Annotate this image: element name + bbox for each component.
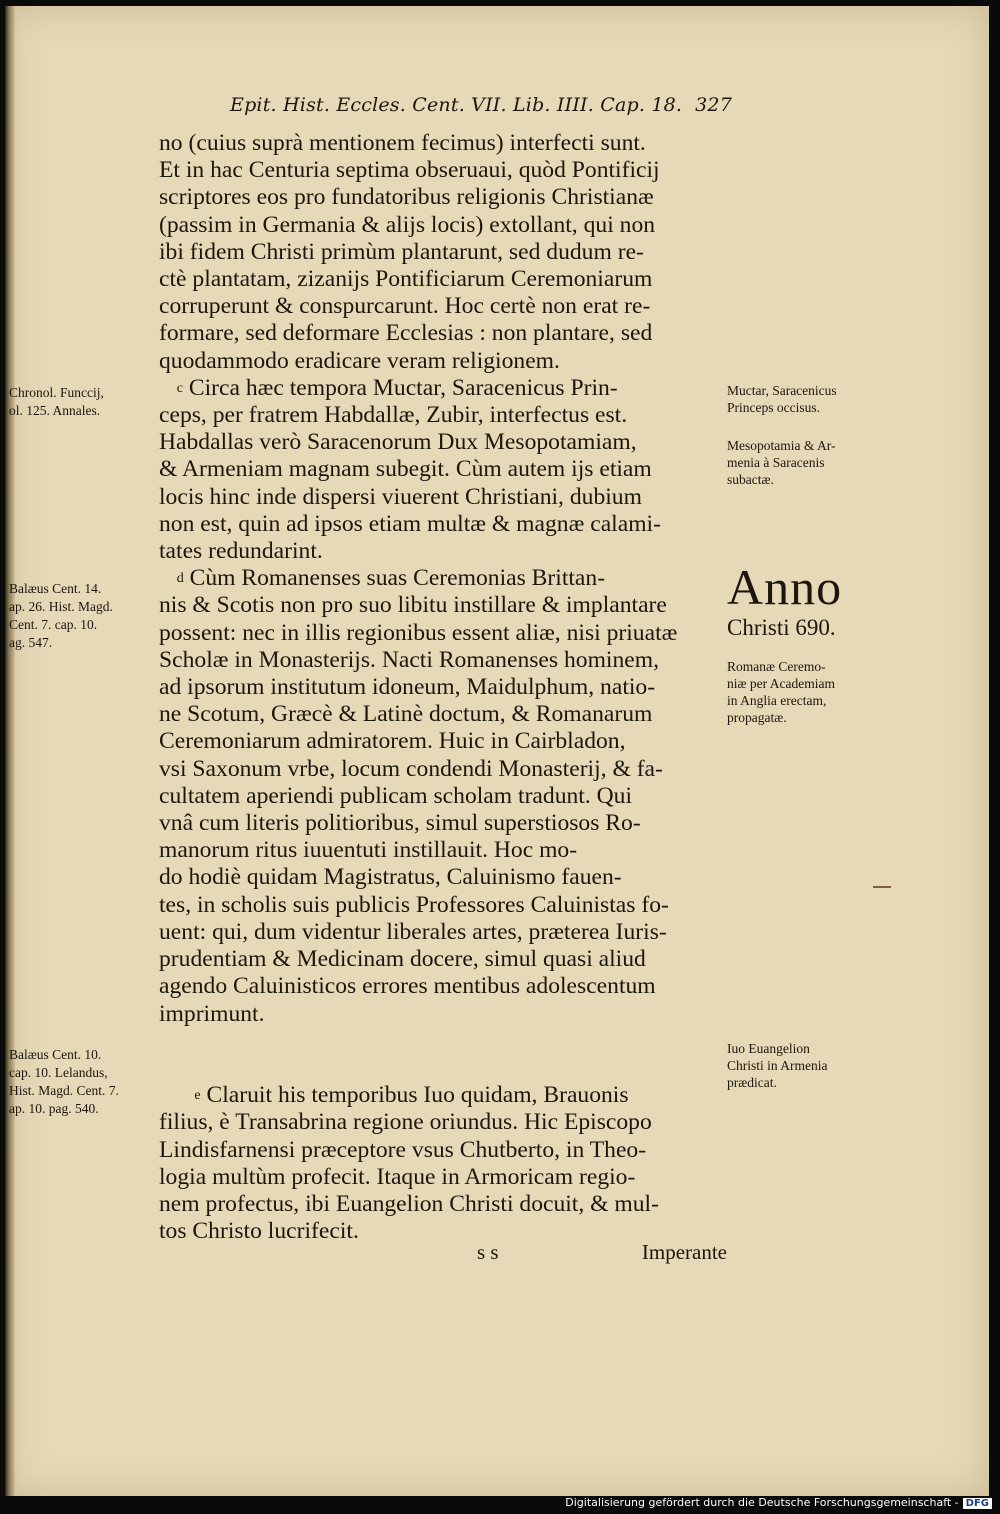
right-sidenote-2: Mesopotamia & Ar- menia à Saracenis subactæ. <box>727 438 836 487</box>
text-line: imprimunt. <box>159 1000 265 1027</box>
right-sidenote-1: Muctar, Saracenicus Princeps occisus. <box>727 383 837 415</box>
left-sidenote-3: Balæus Cent. 10. cap. 10. Lelandus, Hist. Magd. Cent. 7. ap. 10. pag. 540. <box>9 1047 119 1116</box>
right-sidenote-3: Romanæ Ceremo- niæ per Academiam in Anglia erectam, propagatæ. <box>727 659 835 725</box>
left-sidenote-1: Chronol. Funccij, ol. 125. Annales. <box>9 385 104 418</box>
anno-year: Christi 690. <box>727 615 836 640</box>
text-line: nis & Scotis non pro suo libitu instillare & implantare <box>159 592 667 619</box>
text-line: non est, quin ad ipsos etiam multæ & magnæ calami- <box>159 510 661 537</box>
text-line: vnâ cum literis politioribus, simul superstiosos Ro- <box>159 810 641 837</box>
digitization-credit: Digitalisierung gefördert durch die Deutsche Forschungsgemeinschaft - DFG <box>565 1496 992 1509</box>
text-line: Scholæ in Monasterijs. Nacti Romanenses hominem, <box>159 646 659 673</box>
running-title: Epit. Hist. Eccles. Cent. VII. Lib. IIII. Cap. 18. <box>230 94 683 116</box>
text-line: do hodiè quidam Magistratus, Caluinismo fauen- <box>159 864 622 891</box>
text-line: Et in hac Centuria septima obseruaui, quòd Pontificij <box>159 157 660 184</box>
right-sidenote-4: Iuo Euangelion Christi in Armenia prædicat. <box>727 1041 828 1090</box>
note-marker: c <box>176 380 183 396</box>
text-line: Ceremoniarum admiratorem. Huic in Cairbladon, <box>159 728 626 755</box>
catchword: Imperante <box>641 1240 727 1264</box>
note-marker: d <box>176 571 184 587</box>
text-line: ctè plantatam, zizanijs Pontificiarum Ceremoniarum <box>159 266 653 293</box>
text-line: uent: qui, dum videntur liberales artes, præterea Iuris- <box>159 918 667 945</box>
ink-mark <box>873 886 891 888</box>
text-line: ibi fidem Christi primùm plantarunt, sed dudum re- <box>159 238 644 265</box>
text-line <box>159 1055 727 1082</box>
note-marker: e <box>194 1088 201 1104</box>
text-line: ceps, per fratrem Habdallæ, Zubir, interfectus est. <box>159 402 628 429</box>
dfg-logo: DFG <box>963 1498 992 1509</box>
text-line: prudentiam & Medicinam docere, simul quasi aliud <box>159 946 646 973</box>
text-line: manorum ritus iuuentuti instillauit. Hoc mo- <box>159 837 578 864</box>
text-line: tes, in scholis suis publicis Professores Caluinistas fo- <box>159 891 669 918</box>
text-line: tos Christo lucrifecit. <box>159 1218 359 1245</box>
page-number: 327 <box>695 94 732 116</box>
text-line: Lindisfarnensi præceptore vsus Chutberto, in Theo- <box>159 1136 647 1163</box>
signature-mark: s s <box>477 1240 499 1264</box>
text-line: locis hinc inde dispersi viuerent Christiani, dubium <box>159 483 642 510</box>
book-page <box>5 6 989 1496</box>
text-line <box>159 1028 727 1055</box>
text-line: tates redundarint. <box>159 538 323 565</box>
text-line: $^e$ Claruit his temporibus Iuo quidam, Brauonis <box>194 1082 629 1109</box>
anno-word: Anno <box>727 559 843 615</box>
text-line: filius, è Transabrina regione oriundus. Hic Episcopo <box>159 1109 652 1136</box>
year-marker <box>727 559 842 641</box>
text-line: no (cuius suprà mentionem fecimus) interfecti sunt. <box>159 130 646 156</box>
main-text <box>159 130 727 1245</box>
text-line: & Armeniam magnam subegit. Cùm autem ijs etiam <box>159 456 652 483</box>
text-line: corruperunt & conspurcarunt. Hoc certè non erat re- <box>159 293 651 320</box>
text-line: agendo Caluinisticos errores mentibus adolescentum <box>159 973 656 1000</box>
text-line: $^c$ Circa hæc tempora Muctar, Saracenicus Prin- <box>176 374 618 401</box>
text-line: Habdallas verò Saracenorum Dux Mesopotamiam, <box>159 429 637 456</box>
left-sidenote-2: Balæus Cent. 14. ap. 26. Hist. Magd. Cent. 7. cap. 10. ag. 547. <box>9 581 113 650</box>
text-line: possent: nec in illis regionibus essent aliæ, nisi priuatæ <box>159 619 678 646</box>
text-line: formare, sed deformare Ecclesias : non plantare, sed <box>159 320 653 347</box>
text-line: ad ipsorum institutum idoneum, Maidulphum, natio- <box>159 674 656 701</box>
text-line: (passim in Germania & alijs locis) extollant, qui non <box>159 211 656 238</box>
text-line: cultatem aperiendi publicam scholam tradunt. Qui <box>159 782 633 809</box>
text-line: $^d$ Cùm Romanenses suas Ceremonias Brittan- <box>176 565 606 592</box>
text-line: vsi Saxonum vrbe, locum condendi Monasterij, & fa- <box>159 755 663 782</box>
page-fold-shadow <box>5 6 15 1496</box>
text-line: scriptores eos pro fundatoribus religionis Christianæ <box>159 184 654 211</box>
text-line: quodammodo eradicare veram religionem. <box>159 347 560 374</box>
text-line: nem profectus, ibi Euangelion Christi docuit, & mul- <box>159 1190 659 1217</box>
text-line: logia multùm profecit. Itaque in Armoricam regio- <box>159 1163 636 1190</box>
text-line: ne Scotum, Græcè & Latinè doctum, & Romanarum <box>159 701 653 728</box>
